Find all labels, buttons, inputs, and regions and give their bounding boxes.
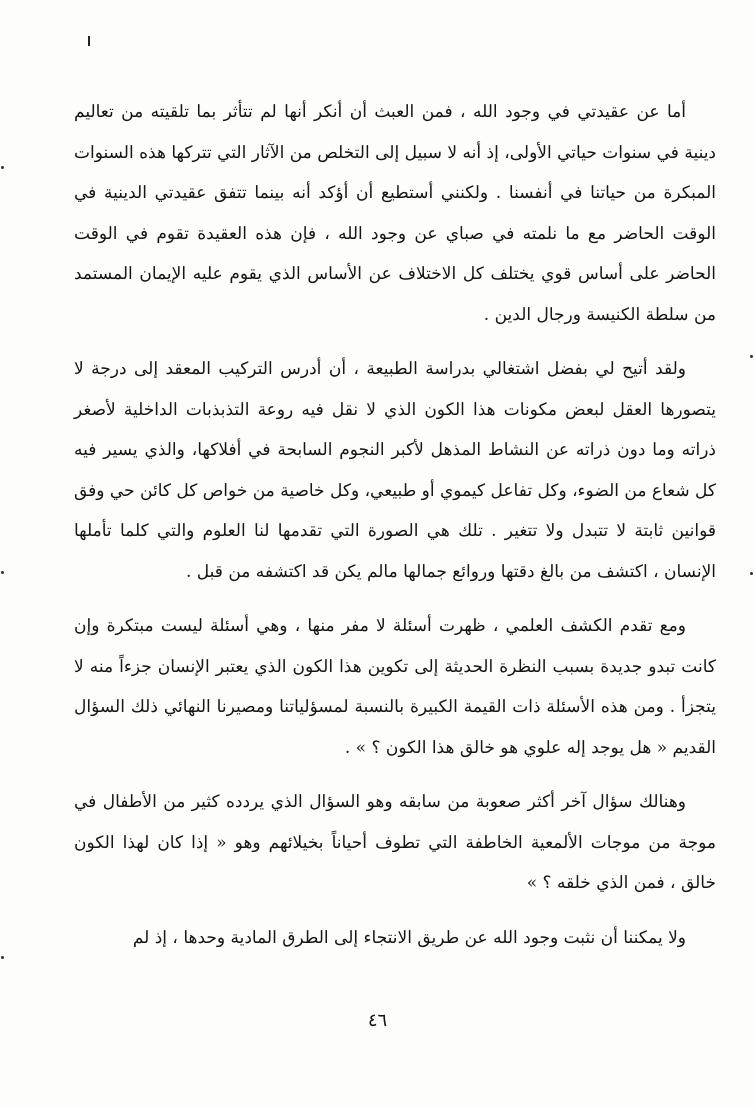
- top-margin-marker: [88, 36, 90, 46]
- scan-edge-mark: [1, 166, 4, 169]
- scan-edge-mark: [1, 956, 4, 959]
- page-number: ٤٦: [367, 1010, 388, 1031]
- scan-edge-mark: [750, 572, 753, 575]
- paragraph-childrens-question: وهنالك سؤال آخر أكثر صعوبة من سابقه وهو السؤال الذي يردده كثير من الأطفال في موجة من موجات الألمعية الخاطفة التي تطوف أحياناً بخيلائهم وهو « إذا كان لهذا الكون خالق ، فمن الذي خلقه ؟ »: [74, 792, 716, 893]
- scan-edge-mark: [750, 355, 753, 358]
- paragraph-proving-existence: ولا يمكننا أن نثبت وجود الله عن طريق الانتجاء إلى الطرق المادية وحدها ، إذ لم: [132, 927, 686, 948]
- paragraph-study-of-nature: ولقد أتيح لي بفضل اشتغالي بدراسة الطبيعة ، أن أدرس التركيب المعقد إلى درجة لا يتصورها العقل لبعض مكونات هذا الكون الذي لا نقل فيه روعة التذبذبات الداخلية لأصغر ذراته وما دون ذراته عن النشاط المذهل لأكبر النجوم السابحة في أفلاكها، والذي يسير فيه كل شعاع من الضوء، وكل تفاعل كيموي أو طبيعي، وكل خاصية من خواص كل كائن حي وفق قوانين ثابتة لا تتبدل ولا تتغير . تلك هي الصورة التي تقدمها لنا العلوم والتي كلما تأملها الإنسان ، اكتشف من بالغ دقتها وروائع جمالها مالم يكن قد اكتشفه من قبل .: [74, 359, 716, 582]
- paragraph-belief-in-god: أما عن عقيدتي في وجود الله ، فمن العبث أن أنكر أنها لم تتأثر بما تلقيته من تعاليم دينية في سنوات حياتي الأولى، إذ أنه لا سبيل إلى التخلص من الآثار التي تتركها هذه السنوات المبكرة من حياتنا في أنفسنا . ولكنني أستطيع أن أؤكد أنه بينما تتفق عقيدتي الدينية في الوقت الحاضر مع ما نلمته في صباي عن وجود الله ، فإن هذه العقيدة تقوم في الوقت الحاضر على أساس قوي يختلف كل الاختلاف عن الأساس الذي يقوم عليه الإيمان المستمد من سلطة الكنيسة ورجال الدين .: [74, 102, 716, 325]
- scan-edge-mark: [1, 571, 4, 574]
- paragraph-scientific-questions: ومع تقدم الكشف العلمي ، ظهرت أسئلة لا مفر منها ، وهي أسئلة ليست مبتكرة وإن كانت تبدو جديدة بسبب النظرة الحديثة إلى تكوين هذا الكون الذي يعتبر الإنسان جزءاً منه لا يتجزأ . ومن هذه الأسئلة ذات القيمة الكبيرة بالنسبة لمسؤلياتنا ومصيرنا النهائي ذلك السؤال القديم « هل يوجد إله علوي هو خالق هذا الكون ؟ » .: [74, 616, 716, 758]
- page-body-text: [74, 92, 716, 958]
